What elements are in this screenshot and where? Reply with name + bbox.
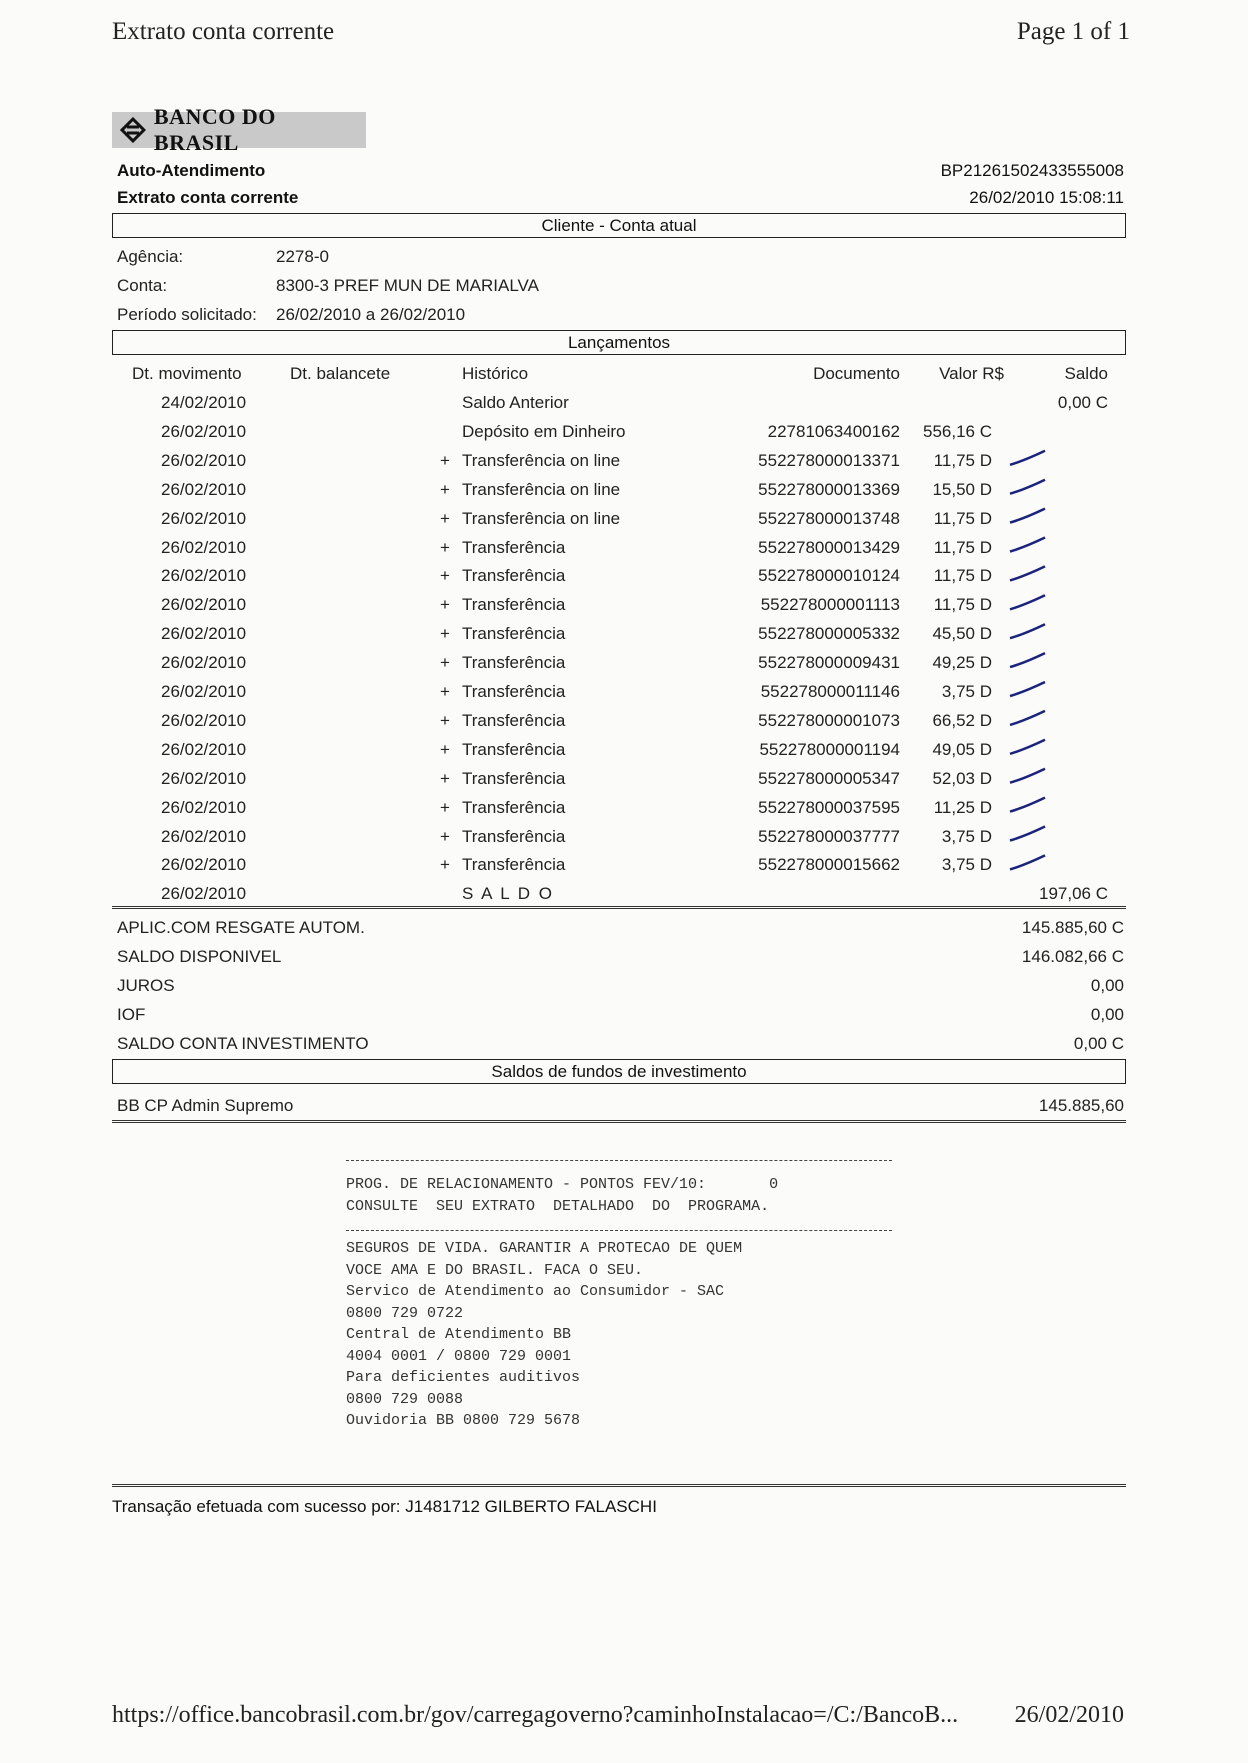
check-mark — [1010, 538, 1045, 552]
row-historico: Saldo Anterior — [462, 393, 569, 412]
row-plus: + — [440, 768, 450, 788]
row-date: 24/02/2010 — [161, 393, 247, 412]
row-date: 26/02/2010 — [161, 682, 247, 701]
row-documento: 552278000001073 — [758, 710, 900, 730]
row-historico: S A L D O — [462, 884, 555, 904]
row-date: 26/02/2010 — [161, 739, 247, 759]
row-date: 26/02/2010 — [161, 479, 247, 499]
summary-label: JUROS — [117, 975, 175, 995]
row-date: 26/02/2010 — [161, 537, 247, 557]
col-saldo: Saldo — [1064, 364, 1108, 383]
row-historico: Transferência — [462, 653, 566, 673]
row-valor: 556,16 C — [923, 421, 992, 441]
check-mark — [1010, 798, 1045, 812]
summary-label: SALDO CONTA INVESTIMENTO — [117, 1033, 369, 1053]
row-plus: + — [440, 653, 450, 673]
col-historico: Histórico — [462, 364, 529, 383]
row-documento: 552278000011146 — [760, 682, 900, 701]
row-date: 26/02/2010 — [161, 797, 247, 817]
row-date: 26/02/2010 — [161, 710, 247, 730]
summary-value: 0,00 — [1090, 1004, 1124, 1024]
row-valor: 66,52 D — [932, 710, 992, 730]
fund-value: 145.885,60 — [1038, 1096, 1124, 1115]
issue-datetime: 26/02/2010 15:08:11 — [969, 188, 1124, 207]
agencia-label: Agência: — [117, 247, 184, 266]
transaction-status: Transação efetuada com sucesso por: J1481712 GILBERTO FALASCHI — [112, 1497, 657, 1516]
conta-value: 8300-3 PREF MUN DE MARIALVA — [276, 276, 539, 295]
row-valor: 11,75 D — [933, 595, 992, 615]
row-documento: 552278000037777 — [758, 826, 900, 846]
row-date: 26/02/2010 — [161, 653, 247, 673]
row-historico: Transferência — [462, 797, 566, 817]
row-date: 26/02/2010 — [161, 768, 247, 788]
col-dt-movimento: Dt. movimento — [132, 364, 242, 383]
row-saldo: 197,06 C — [1039, 884, 1108, 904]
summary-value: 0,00 C — [1073, 1033, 1124, 1053]
row-valor: 49,05 D — [932, 739, 992, 759]
check-mark — [1010, 480, 1045, 494]
summary-value: 0,00 — [1090, 975, 1124, 995]
row-date: 26/02/2010 — [161, 624, 247, 644]
row-date: 26/02/2010 — [161, 421, 247, 441]
summary-value: 145.885,60 C — [1021, 918, 1124, 937]
row-historico: Transferência — [462, 855, 566, 875]
row-plus: + — [440, 566, 450, 586]
row-plus: + — [440, 508, 450, 528]
row-documento: 22781063400162 — [767, 421, 900, 441]
row-historico: Transferência — [462, 624, 566, 644]
col-valor: Valor R$ — [939, 364, 1004, 383]
row-date: 26/02/2010 — [161, 508, 247, 528]
client-section-title: Cliente - Conta atual — [112, 213, 1126, 238]
row-documento: 552278000001113 — [760, 595, 900, 615]
row-historico: Transferência — [462, 537, 566, 557]
row-date: 26/02/2010 — [161, 450, 247, 470]
row-plus: + — [440, 450, 450, 470]
row-documento: 552278000010124 — [758, 566, 900, 586]
col-documento: Documento — [813, 364, 900, 383]
row-plus: + — [440, 595, 450, 615]
document-type: Extrato conta corrente — [117, 188, 299, 207]
row-date: 26/02/2010 — [161, 595, 247, 615]
row-documento: 552278000013371 — [758, 450, 900, 470]
row-date: 26/02/2010 — [161, 826, 247, 846]
print-page-number: Page 1 of 1 — [1016, 18, 1130, 45]
row-date: 26/02/2010 — [161, 884, 247, 904]
check-mark — [1010, 740, 1045, 754]
row-historico: Transferência — [462, 595, 566, 615]
row-plus: + — [440, 797, 450, 817]
agencia-value: 2278-0 — [276, 247, 329, 266]
row-valor: 45,50 D — [932, 624, 992, 644]
row-valor: 3,75 D — [941, 682, 992, 701]
check-mark — [1010, 624, 1045, 638]
row-historico: Transferência — [462, 739, 566, 759]
row-documento: 552278000015662 — [758, 855, 900, 875]
periodo-label: Período solicitado: — [117, 305, 257, 324]
row-plus: + — [440, 710, 450, 730]
row-documento: 552278000005347 — [758, 768, 900, 788]
check-mark — [1010, 595, 1045, 609]
row-valor: 11,75 D — [933, 450, 992, 470]
check-mark — [1010, 451, 1045, 465]
check-mark — [1010, 682, 1045, 696]
row-plus: + — [440, 624, 450, 644]
row-documento: 552278000013429 — [758, 537, 900, 557]
summary-label: APLIC.COM RESGATE AUTOM. — [117, 918, 365, 937]
row-date: 26/02/2010 — [161, 855, 247, 875]
row-historico: Transferência on line — [462, 508, 621, 528]
print-url: https://office.bancobrasil.com.br/gov/carregagoverno?caminhoInstalacao=/C:/BancoB... — [112, 1702, 959, 1728]
row-historico: Transferência on line — [462, 450, 621, 470]
row-plus: + — [440, 682, 450, 701]
row-documento: 552278000013369 — [758, 479, 900, 499]
summary-label: IOF — [117, 1004, 146, 1024]
check-mark — [1010, 769, 1045, 783]
summary-label: SALDO DISPONIVEL — [117, 946, 282, 966]
summary-value: 146.082,66 C — [1021, 946, 1124, 966]
row-valor: 11,75 D — [933, 508, 992, 528]
conta-label: Conta: — [117, 276, 168, 295]
row-documento: 552278000013748 — [758, 508, 900, 528]
row-documento: 552278000037595 — [758, 797, 900, 817]
logo-text: BANCO DO BRASIL — [153, 104, 276, 155]
row-plus: + — [440, 855, 450, 875]
row-date: 26/02/2010 — [161, 566, 247, 586]
row-valor: 52,03 D — [932, 768, 992, 788]
service-name: Auto-Atendimento — [117, 161, 266, 180]
funds-title: Saldos de fundos de investimento — [112, 1059, 1126, 1084]
check-mark — [1010, 855, 1045, 869]
row-valor: 15,50 D — [932, 479, 992, 499]
row-historico: Transferência — [462, 566, 566, 586]
col-dt-balancete: Dt. balancete — [290, 364, 391, 383]
row-historico: Transferência — [462, 826, 566, 846]
check-mark — [1010, 566, 1045, 580]
row-documento: 552278000009431 — [758, 653, 900, 673]
check-mark — [1010, 509, 1045, 523]
row-valor: 11,75 D — [933, 566, 992, 586]
print-header-title: Extrato conta corrente — [112, 18, 335, 45]
row-historico: Transferência — [462, 768, 566, 788]
row-valor: 3,75 D — [941, 826, 992, 846]
row-plus: + — [440, 739, 450, 759]
program-message: PROG. DE RELACIONAMENTO - PONTOS FEV/10: 0 CONSULTE SEU EXTRATO DETALHADO DO PROGRAMA. — [346, 1176, 779, 1215]
row-plus: + — [440, 826, 450, 846]
fund-name: BB CP Admin Supremo — [117, 1096, 294, 1115]
row-valor: 3,75 D — [941, 855, 992, 875]
check-mark — [1010, 711, 1045, 725]
row-documento: 552278000005332 — [758, 624, 900, 644]
row-saldo: 0,00 C — [1057, 393, 1108, 412]
row-historico: Transferência on line — [462, 479, 621, 499]
check-mark — [1010, 827, 1045, 841]
row-plus: + — [440, 479, 450, 499]
row-valor: 11,75 D — [933, 537, 992, 557]
lancamentos-title: Lançamentos — [112, 330, 1126, 355]
row-valor: 49,25 D — [932, 653, 992, 673]
periodo-value: 26/02/2010 a 26/02/2010 — [276, 305, 466, 324]
row-documento: 552278000001194 — [759, 739, 900, 759]
sac-message: SEGUROS DE VIDA. GARANTIR A PROTECAO DE QUEM VOCE AMA E DO BRASIL. FACA O SEU. Servico de Atendimento ao Consumidor - SAC 0800 729 0722 Central de Atendimento BB 4004 0001 / 0800 729 0001 Para deficientes auditivos 0800 729 0088 Ouvidoria BB 0800 729 5678 — [346, 1240, 743, 1429]
row-valor: 11,25 D — [933, 797, 992, 817]
row-historico: Transferência — [462, 710, 566, 730]
row-plus: + — [440, 537, 450, 557]
row-historico: Depósito em Dinheiro — [462, 421, 626, 441]
row-historico: Transferência — [462, 682, 566, 701]
print-date: 26/02/2010 — [1014, 1702, 1124, 1728]
check-mark — [1010, 653, 1045, 667]
protocol-number: BP21261502433555008 — [940, 161, 1124, 180]
